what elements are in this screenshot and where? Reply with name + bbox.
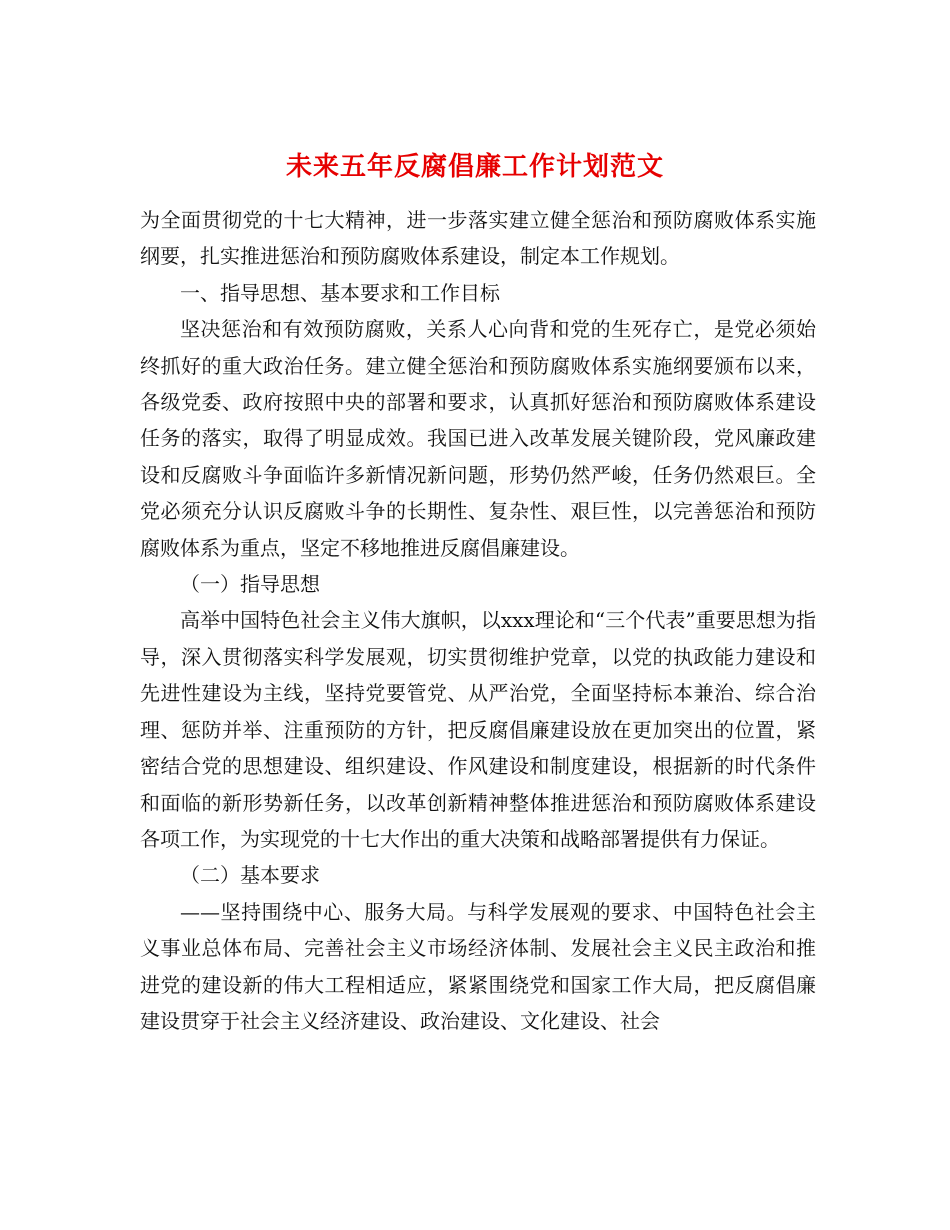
body-paragraph: 高举中国特色社会主义伟大旗帜，以xxx理论和“三个代表”重要思想为指导，深入贯彻落实科学发展观，切实贯彻维护党章，以党的执政能力建设和先进性建设为主线，坚持党要管党、从严治党，全面坚持标本兼治、综合治理、惩防并举、注重预防的方针，把反腐倡廉建设放在更加突出的位置，紧密结合党的思想建设、组织建设、作风建设和制度建设，根据新的时代条件和面临的新形势新任务，以改革创新精神整体推进惩治和预防腐败体系建设各项工作，为实现党的十七大作出的重大决策和战略部署提供有力保证。	[140, 608, 816, 851]
intro-paragraph: 为全面贯彻党的十七大精神，进一步落实建立健全惩治和预防腐败体系实施纲要，扎实推进惩治和预防腐败体系建设，制定本工作规划。	[140, 208, 816, 269]
document-body	[140, 202, 816, 1039]
body-paragraph: 坚决惩治和有效预防腐败，关系人心向背和党的生死存亡，是党必须始终抓好的重大政治任务。建立健全惩治和预防腐败体系实施纲要颁布以来，各级党委、政府按照中央的部署和要求，认真抓好惩治和预防腐败体系建设任务的落实，取得了明显成效。我国已进入改革发展关键阶段，党风廉政建设和反腐败斗争面临许多新情况新问题，形势仍然严峻，任务仍然艰巨。全党必须充分认识反腐败斗争的长期性、复杂性、艰巨性，以完善惩治和预防腐败体系为重点，坚定不移地推进反腐倡廉建设。	[140, 317, 816, 560]
section-heading-1: 一、指导思想、基本要求和工作目标	[180, 280, 500, 305]
subsection-heading-guiding-ideology: （一）指导思想	[180, 572, 320, 597]
document-title: 未来五年反腐倡廉工作计划范文	[285, 152, 664, 183]
body-paragraph: ——坚持围绕中心、服务大局。与科学发展观的要求、中国特色社会主义事业总体布局、完善社会主义市场经济体制、发展社会主义民主政治和推进党的建设新的伟大工程相适应，紧紧围绕党和国家工作大局，把反腐倡廉建设贯穿于社会主义经济建设、政治建设、文化建设、社会	[140, 899, 816, 1033]
subsection-heading-basic-requirements: （二）基本要求	[180, 863, 320, 888]
